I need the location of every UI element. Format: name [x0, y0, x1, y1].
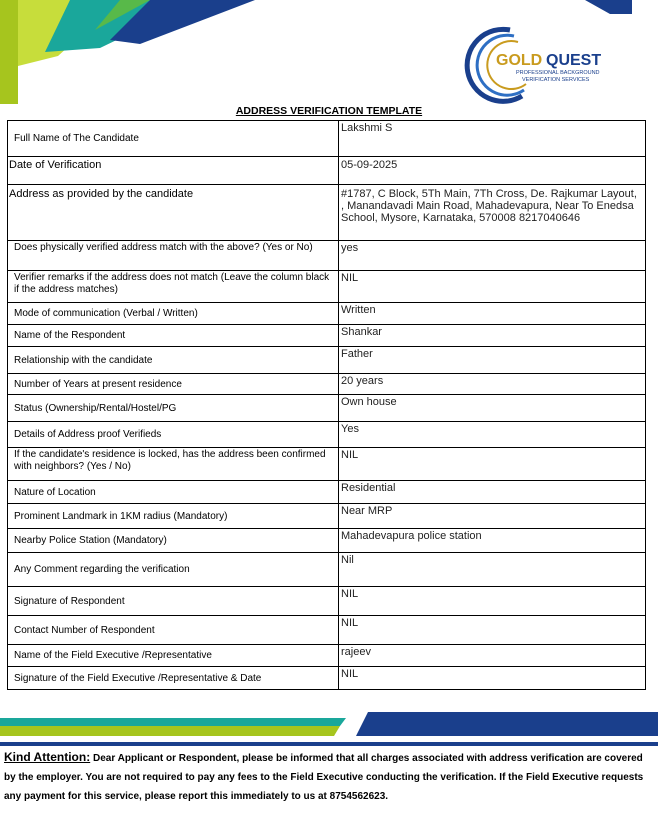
- row-value: NIL: [339, 271, 646, 303]
- row-value: Shankar: [339, 325, 646, 347]
- row-label: Does physically verified address match with the above? (Yes or No): [8, 241, 339, 271]
- table-row: [8, 529, 646, 553]
- row-value: Residential: [339, 481, 646, 504]
- row-value: NIL: [339, 448, 646, 481]
- document-title: ADDRESS VERIFICATION TEMPLATE: [235, 105, 423, 117]
- attention-text: Dear Applicant or Respondent, please be informed that all charges associated with address verification are covered by the employer. You are not required to pay any fees to the Field Executive conducting the verification. If the Field Executive requests any payment for this service, please report this immediately to us at 8754562623.: [4, 753, 644, 802]
- row-value: Father: [339, 347, 646, 374]
- row-label: If the candidate's residence is locked, has the address been confirmed with neighbors? (Yes / No): [8, 448, 339, 481]
- row-value: NIL: [339, 587, 646, 616]
- table-row: [8, 325, 646, 347]
- row-label: Any Comment regarding the verification: [8, 553, 339, 587]
- kind-attention-notice: [4, 748, 654, 806]
- table-row: [8, 667, 646, 690]
- row-label: Nearby Police Station (Mandatory): [8, 529, 339, 553]
- footer-navy-line: [0, 742, 658, 746]
- table-row: [8, 645, 646, 667]
- footer-navy-block: [356, 712, 658, 736]
- row-value: #1787, C Block, 5Th Main, 7Th Cross, De. Rajkumar Layout, , Manandavadi Main Road, Mahadevapura, Near To Enedsa School, Mysore, Karnataka, 570008 8217040646: [339, 185, 646, 241]
- row-value: rajeev: [339, 645, 646, 667]
- row-value: yes: [339, 241, 646, 271]
- row-value: Near MRP: [339, 504, 646, 529]
- table-row: [8, 504, 646, 529]
- table-row: [8, 553, 646, 587]
- row-value: NIL: [339, 616, 646, 645]
- row-label: Signature of the Field Executive /Representative & Date: [8, 667, 339, 690]
- table-row: [8, 587, 646, 616]
- row-label: Relationship with the candidate: [8, 347, 339, 374]
- logo-quest-text: QUEST: [546, 52, 602, 69]
- table-row: [8, 157, 646, 185]
- table-row: [8, 395, 646, 422]
- goldquest-logo: [462, 24, 632, 104]
- row-value: Lakshmi S: [339, 121, 646, 157]
- row-value: Own house: [339, 395, 646, 422]
- row-label: Date of Verification: [8, 157, 339, 185]
- row-value: 05-09-2025: [339, 157, 646, 185]
- logo-tagline-2: VERIFICATION SERVICES: [522, 77, 590, 83]
- row-label: Full Name of The Candidate: [8, 121, 339, 157]
- row-label: Mode of communication (Verbal / Written): [8, 303, 339, 325]
- table-row: [8, 374, 646, 395]
- table-row: [8, 347, 646, 374]
- table-row: [8, 422, 646, 448]
- table-row: [8, 303, 646, 325]
- table-row: [8, 616, 646, 645]
- row-label: Prominent Landmark in 1KM radius (Mandatory): [8, 504, 339, 529]
- row-label: Verifier remarks if the address does not match (Leave the column black if the address matches): [8, 271, 339, 303]
- logo-tagline-1: PROFESSIONAL BACKGROUND: [516, 70, 600, 76]
- table-row: [8, 271, 646, 303]
- row-label: Status (Ownership/Rental/Hostel/PG: [8, 395, 339, 422]
- footer-teal-strip: [0, 718, 346, 726]
- row-label: Name of the Respondent: [8, 325, 339, 347]
- row-value: Written: [339, 303, 646, 325]
- row-value: Nil: [339, 553, 646, 587]
- row-label: Details of Address proof Verifieds: [8, 422, 339, 448]
- row-label: Signature of Respondent: [8, 587, 339, 616]
- row-label: Contact Number of Respondent: [8, 616, 339, 645]
- table-row: [8, 448, 646, 481]
- table-row: [8, 185, 646, 241]
- table-row: [8, 241, 646, 271]
- row-label: Number of Years at present residence: [8, 374, 339, 395]
- row-label: Name of the Field Executive /Representative: [8, 645, 339, 667]
- banner-lime-bar: [0, 0, 18, 104]
- table-row: [8, 121, 646, 157]
- row-label: Nature of Location: [8, 481, 339, 504]
- row-value: Mahadevapura police station: [339, 529, 646, 553]
- banner-navy-corner: [585, 0, 632, 14]
- logo-gold-text: GOLD: [496, 52, 543, 69]
- attention-heading: Kind Attention:: [4, 750, 91, 764]
- row-value: 20 years: [339, 374, 646, 395]
- row-value: NIL: [339, 667, 646, 690]
- table-row: [8, 481, 646, 504]
- row-value: Yes: [339, 422, 646, 448]
- row-label: Address as provided by the candidate: [8, 185, 339, 241]
- footer-band: [0, 712, 658, 748]
- footer-lime-strip: [0, 726, 340, 736]
- verification-table: [7, 120, 646, 690]
